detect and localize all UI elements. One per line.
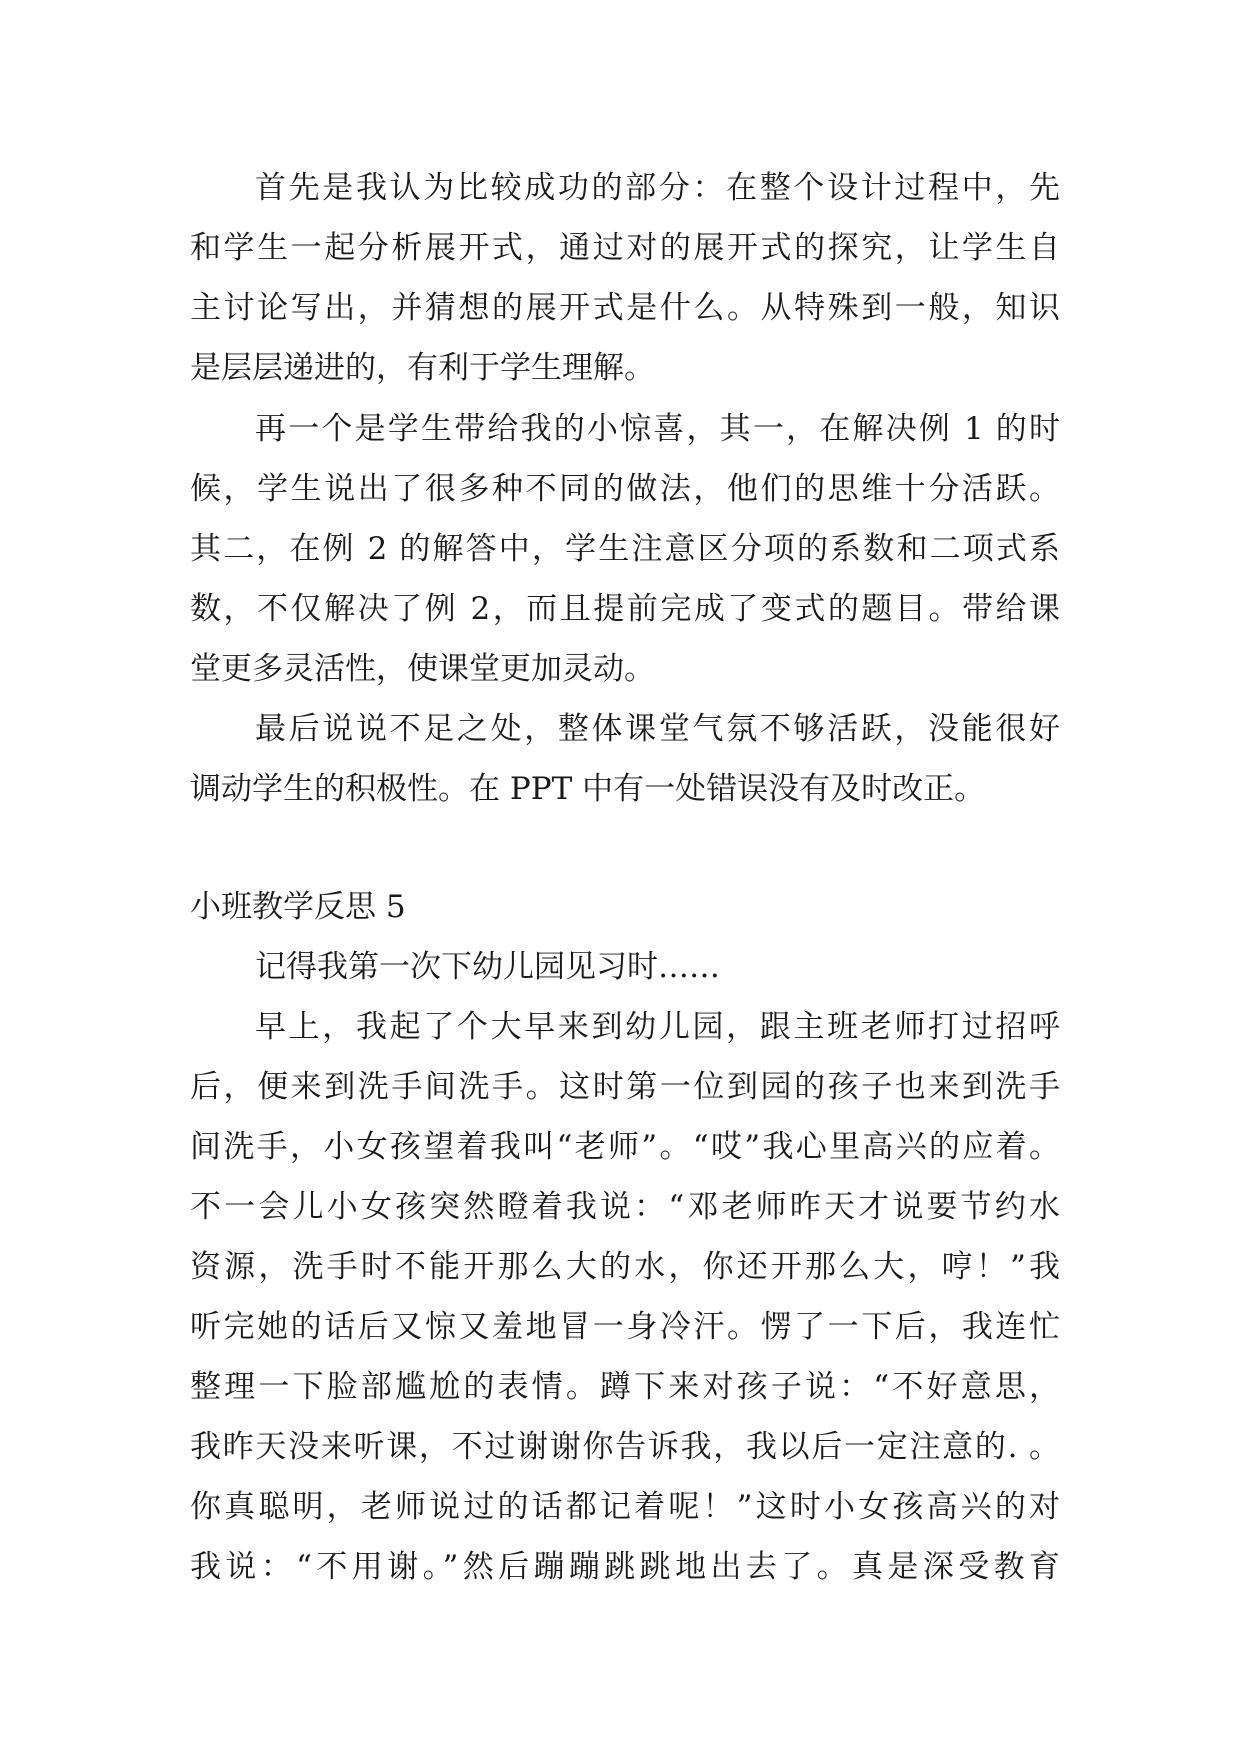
text-line: 我昨天没来听课，不过谢谢你告诉我，我以后一定注意的. 。 — [190, 1429, 1060, 1465]
text-line: 间洗手，小女孩望着我叫“老师”。“哎”我心里高兴的应着。 — [190, 1129, 1060, 1165]
text-line: 候，学生说出了很多种不同的做法，他们的思维十分活跃。 — [190, 471, 1060, 507]
text-line: 是层层递进的，有利于学生理解。 — [190, 350, 655, 386]
text-line: 记得我第一次下幼儿园见习时…… — [255, 949, 720, 985]
text-line: 我说：“不用谢。”然后蹦蹦跳跳地出去了。真是深受教育 — [190, 1549, 1060, 1585]
text-line: 堂更多灵活性，使课堂更加灵动。 — [190, 651, 655, 687]
text-line: 调动学生的积极性。在 PPT 中有一处错误没有及时改正。 — [190, 771, 986, 807]
text-line: 资源，洗手时不能开那么大的水，你还开那么大，哼！”我 — [190, 1249, 1060, 1285]
text-line: 数，不仅解决了例 2，而且提前完成了变式的题目。带给课 — [190, 591, 1060, 627]
section-heading: 小班教学反思 5 — [190, 889, 406, 925]
text-line: 首先是我认为比较成功的部分：在整个设计过程中，先 — [255, 170, 1060, 206]
text-line: 主讨论写出，并猜想的展开式是什么。从特殊到一般，知识 — [190, 290, 1060, 326]
text-line: 和学生一起分析展开式，通过对的展开式的探究，让学生自 — [190, 230, 1060, 266]
text-line: 不一会儿小女孩突然瞪着我说：“邓老师昨天才说要节约水 — [190, 1189, 1060, 1225]
text-line: 你真聪明，老师说过的话都记着呢！”这时小女孩高兴的对 — [190, 1489, 1060, 1525]
text-line: 整理一下脸部尴尬的表情。蹲下来对孩子说：“不好意思， — [190, 1369, 1060, 1405]
text-line: 其二，在例 2 的解答中，学生注意区分项的系数和二项式系 — [190, 531, 1060, 567]
text-line: 最后说说不足之处，整体课堂气氛不够活跃，没能很好 — [255, 711, 1060, 747]
text-line: 后，便来到洗手间洗手。这时第一位到园的孩子也来到洗手 — [190, 1069, 1060, 1105]
text-line: 听完她的话后又惊又羞地冒一身冷汗。愣了一下后，我连忙 — [190, 1309, 1060, 1345]
text-line: 再一个是学生带给我的小惊喜，其一，在解决例 1 的时 — [255, 411, 1060, 447]
text-line: 早上，我起了个大早来到幼儿园，跟主班老师打过招呼 — [255, 1009, 1060, 1045]
